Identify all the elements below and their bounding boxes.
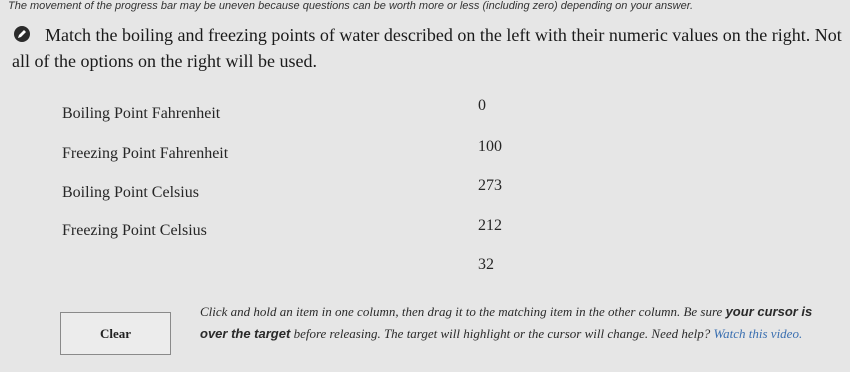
help-text-emphasis: your cursor is over the target — [200, 304, 813, 341]
right-item-32[interactable]: 32 — [478, 256, 494, 273]
right-item-212[interactable]: 212 — [478, 217, 502, 234]
help-text-part1: Click and hold an item in one column, then drag it to the matching item in the other column. Be sure — [200, 304, 726, 319]
question-text: Match the boiling and freezing points of water described on the left with their numeric values on the right. Not all of the options on the right will be used. — [12, 25, 842, 71]
left-item-boiling-c[interactable]: Boiling Point Celsius — [62, 184, 199, 201]
right-item-273[interactable]: 273 — [478, 177, 502, 194]
left-item-freezing-c[interactable]: Freezing Point Celsius — [62, 222, 207, 239]
right-item-0[interactable]: 0 — [478, 97, 486, 114]
help-text-part2: before releasing. The target will highlight or the cursor will change. Need help? — [290, 326, 714, 341]
pencil-icon — [14, 26, 30, 42]
progress-notice: The movement of the progress bar may be uneven because questions can be worth more or less (including zero) depending on your answer. — [8, 0, 694, 12]
watch-video-link[interactable]: Watch this video. — [713, 326, 803, 341]
clear-button[interactable]: Clear — [60, 312, 171, 355]
right-item-100[interactable]: 100 — [478, 138, 502, 155]
help-text — [200, 301, 840, 345]
left-item-freezing-f[interactable]: Freezing Point Fahrenheit — [62, 145, 229, 162]
left-item-boiling-f[interactable]: Boiling Point Fahrenheit — [62, 105, 221, 122]
